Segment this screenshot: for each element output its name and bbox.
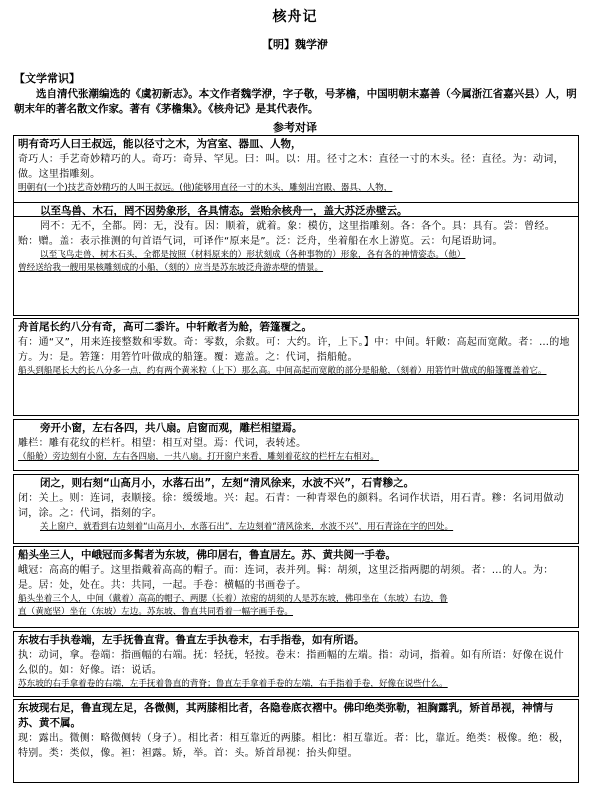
- translation-text: 明朝有(一个)技艺奇妙精巧的人叫王叔远。(他)能够用直径一寸的木头，雕刻出宫殿、器具、人物，: [18, 183, 393, 193]
- translation-text-continued: 直（黄庭坚）坐在（东坡）左边。苏东坡、鲁直共同看着一幅字画手卷。: [18, 607, 294, 617]
- passage-block-2: [13, 202, 579, 316]
- gloss-text: 闭：关上。则：连词，表顺接。徐：缓缓地。兴：起。石青：一种青翠色的颜料。名词作状语，用石青。糁：名词用做动词，涂。之：代词，指刻的字。: [18, 493, 564, 519]
- translation-text: 船头到船尾长大约长八分多一点，约有两个黄米粒（上下）那么高。中间高起而宽敞的部分是船舱，（刻着）用箬竹叶做成的船篷覆盖着它。: [18, 366, 547, 376]
- translation-text: 关上窗户，就看到右边刻着“山高月小，水落石出”，左边刻着“清风徐来，水波不兴”，用石青涂在字的凹处。: [40, 522, 454, 532]
- source-text: 以至鸟兽、木石，罔不因势象形，各具情态。尝贻余核舟一，盖大苏泛赤壁云。: [40, 205, 408, 217]
- section-title: 【文学常识】: [14, 72, 80, 85]
- passage-block-7: [13, 631, 579, 697]
- passage-block-6: [13, 546, 579, 628]
- passage-block-4: [13, 419, 579, 471]
- source-text: 明有奇巧人曰王叔远，能以径寸之木，为宫室、器皿、人物，: [18, 138, 302, 150]
- gloss-text: 罔不：无不，全都。罔：无，没有。因：顺着，就着。象：模仿，这里指雕刻。各：各个。具：具有。尝：曾经。贻：赠。盖：表示推测的句首语气词，可译作“原来是”。泛：泛舟，坐着船在水上游览。云：句尾语助词。: [18, 221, 555, 247]
- source-text: 东坡现右足，鲁直现左足，各微侧，其两膝相比者，各隐卷底衣褶中。佛印绝类弥勒，袒胸露乳，矫首昂视，神情与苏、黄不属。: [18, 702, 554, 729]
- source-text: 旁开小窗，左右各四，共八扇。启窗而观，雕栏相望焉。: [40, 422, 303, 434]
- gloss-text: 雕栏：雕有花纹的栏杆。相望：相互对望。焉：代词，表转述。: [18, 438, 307, 449]
- source-text: 舟首尾长约八分有奇，高可二黍许。中轩敞者为舱，箬篷覆之。: [18, 321, 312, 333]
- translation-text: 船头坐着三个人，中间（戴着）高高的帽子、两腮（长着）浓密的胡须的人是苏东坡，佛印坐在（东坡）右边，鲁: [18, 594, 448, 604]
- translation-text: 以至飞鸟走兽、树木石头，全都是按照（材料原来的）形状刻成（各种事物的）形象，各有各的神情姿态。（他）: [40, 250, 466, 260]
- translation-text: 苏东坡的右手拿着卷的右端，左手抚着鲁直的背脊；鲁直左手拿着手卷的左端，右手指着手卷，好像在说些什么。: [18, 679, 448, 689]
- gloss-text: 奇巧人：手艺奇妙精巧的人。奇巧：奇异、罕见。曰：叫。以：用。径寸之木：直径一寸的木头。径：直径。为：动词，做。这里指雕刻。: [18, 154, 564, 180]
- gloss-text: 现：露出。微侧：略微侧转（身子）。相比者：相互靠近的两膝。相比：相互靠近。者：比，靠近。绝类：极像。绝：极，特别。类：类似，像。袒：袒露。矫，举。首：头。矫首昂视：抬头仰望。: [18, 733, 570, 759]
- gloss-text: 有：通“又”，用来连接整数和零数。奇：零数，余数。可：大约。许，上下。】中：中间。轩敞：高起而宽敞。者：…的地方。为：是。箬篷：用箬竹叶做成的船篷。覆：遮盖。之：代词，指船舱。: [18, 337, 570, 363]
- author-line: 【明】魏学洢: [262, 38, 328, 51]
- reference-heading: 参考对译: [273, 121, 317, 134]
- translation-text: （船舱）旁边刻有小窗，左右各四扇，一共八扇。打开窗户来看，雕刻着花纹的栏杆左右相对。: [18, 452, 379, 462]
- page-title: 核舟记: [272, 9, 318, 25]
- gloss-text: 峨冠：高高的帽子。这里指戴着高高的帽子。而：连词，表并列。髯：胡须，这里泛指两腮的胡须。者：…的人。为：是。居：处，处在。共：共同，一起。手卷：横幅的书画卷子。: [18, 565, 554, 591]
- source-text: 闭之，则右刻“山高月小，水落石出”，左刻“清风徐来，水波不兴”，石青糁之。: [40, 477, 415, 489]
- gloss-text: 执：动词，拿。卷端：指画幅的右端。抚：轻抚，轻按。卷末：指画幅的左端。指：动词，指着。如有所语：好像在说什么似的。如：好像。语：说话。: [18, 650, 564, 676]
- translation-text-continued: 曾经送给我一艘用果核雕刻成的小船，（刻的）应当是苏东坡泛舟游赤壁的情景。: [18, 263, 324, 273]
- source-text: 船头坐三人，中峨冠而多髯者为东坡，佛印居右，鲁直居左。苏、黄共阅一手卷。: [18, 549, 396, 561]
- intro-paragraph: 选自清代张潮编选的《虞初新志》。本文作者魏学洢，字子敬，号茅檐，中国明朝末嘉善（今属浙江省嘉兴县）人，明朝末年的著名散文作家。著有《茅檐集》。《核舟记》是其代表作。: [14, 88, 577, 115]
- source-text: 东坡右手执卷端，左手抚鲁直背。鲁直左手执卷末，右手指卷，如有所语。: [18, 634, 365, 646]
- passage-block-8: [13, 699, 579, 783]
- passage-block-5: [13, 474, 579, 544]
- passage-block-3: [13, 318, 579, 416]
